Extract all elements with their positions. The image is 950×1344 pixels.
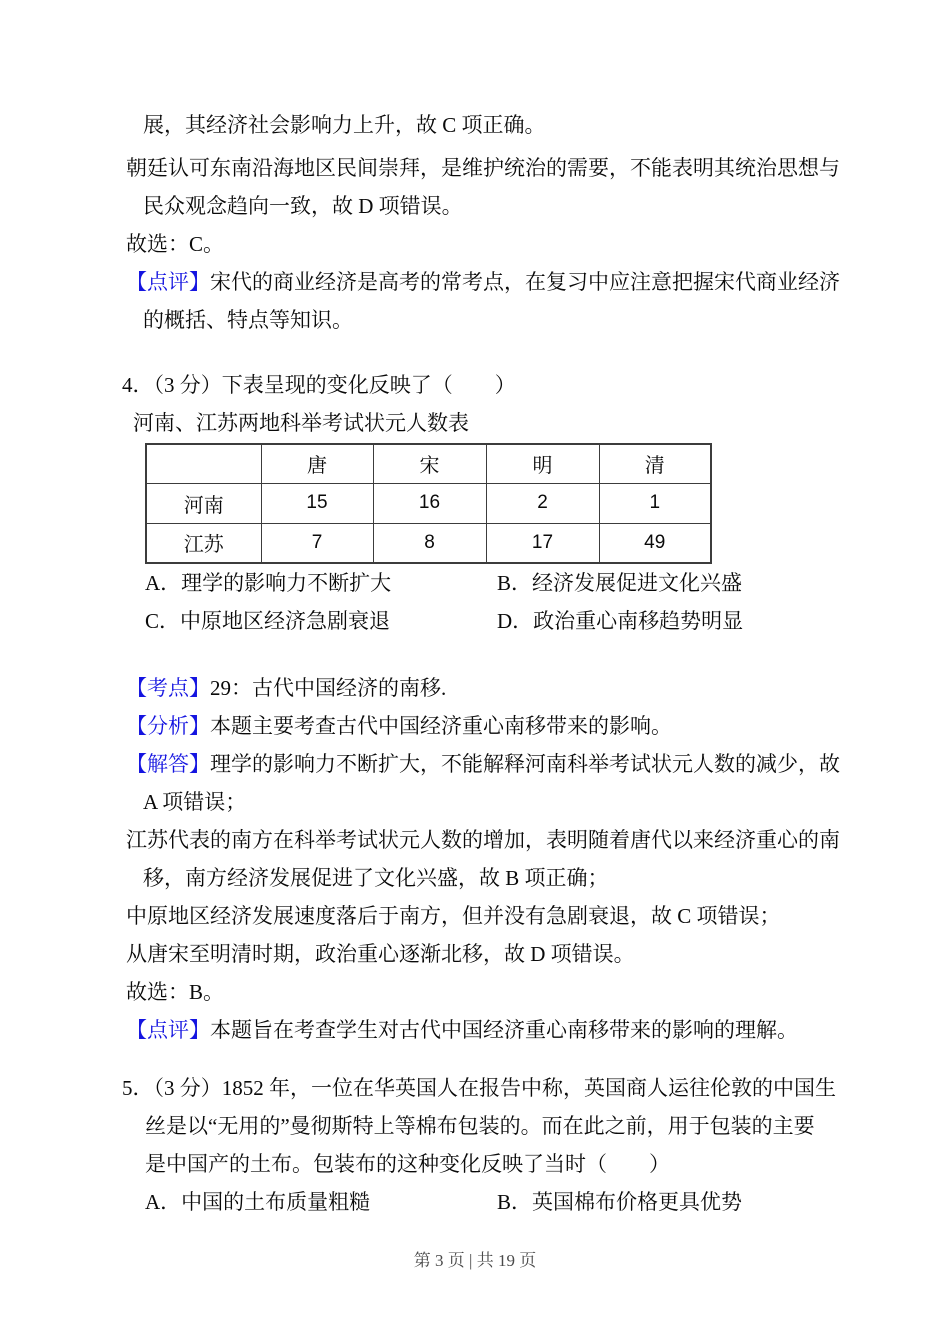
option-d-q4: D．政治重心南移趋势明显 xyxy=(497,609,744,633)
comment-text: 宋代的商业经济是高考的常考点，在复习中应注意把握宋代商业经济 xyxy=(210,270,840,294)
table-cell: 1 xyxy=(599,483,711,523)
jieda-line xyxy=(126,752,840,776)
table-header-cell: 宋 xyxy=(373,444,486,483)
dianping-label: 【点评】 xyxy=(126,1018,210,1042)
table-cell: 8 xyxy=(373,523,486,563)
option-b-q5: B．英国棉布价格更具优势 xyxy=(497,1190,743,1214)
kaodian-line xyxy=(126,676,446,700)
jieda-line: 中原地区经济发展速度落后于南方，但并没有急剧衰退，故 C 项错误； xyxy=(126,904,781,928)
table-header-cell: 清 xyxy=(599,444,711,483)
champions-table xyxy=(145,443,712,564)
table-header-cell: 明 xyxy=(486,444,599,483)
page-footer: 第 3 页 | 共 19 页 xyxy=(413,1251,537,1270)
dianping-line xyxy=(126,1018,798,1042)
kaodian-label: 【考点】 xyxy=(126,676,210,700)
question-4-stem: 4．（3 分）下表呈现的变化反映了（ ） xyxy=(122,373,516,397)
option-a-q5: A．中国的土布质量粗糙 xyxy=(145,1190,371,1214)
table-row xyxy=(146,483,711,523)
table-row xyxy=(146,523,711,563)
jieda-line: 江苏代表的南方在科举考试状元人数的增加，表明随着唐代以来经济重心的南 xyxy=(126,828,840,852)
answer-choice-line: 故选：C。 xyxy=(126,232,225,256)
option-a-q4: A．理学的影响力不断扩大 xyxy=(145,571,392,595)
question-5-stem: 丝是以“无用的”曼彻斯特上等棉布包装的。而在此之前，用于包装的主要 xyxy=(145,1114,815,1138)
jieda-label: 【解答】 xyxy=(126,752,210,776)
comment-label: 【点评】 xyxy=(126,270,210,294)
fenxi-label: 【分析】 xyxy=(126,714,210,738)
table-header-cell xyxy=(146,444,261,483)
option-b-q4: B．经济发展促进文化兴盛 xyxy=(497,571,743,595)
jieda-line: 移，南方经济发展促进了文化兴盛，故 B 项正确； xyxy=(143,866,609,890)
option-c-q4: C．中原地区经济急剧衰退 xyxy=(145,609,391,633)
kaodian-text: 29：古代中国经济的南移. xyxy=(210,676,447,700)
table-cell: 15 xyxy=(261,483,373,523)
fenxi-line xyxy=(126,714,672,738)
table-cell: 7 xyxy=(261,523,373,563)
table-cell: 49 xyxy=(599,523,711,563)
table-cell: 2 xyxy=(486,483,599,523)
jieda-line: A 项错误； xyxy=(143,790,247,814)
answer-line: 民众观念趋向一致，故 D 项错误。 xyxy=(143,194,463,218)
table-cell: 16 xyxy=(373,483,486,523)
table-row-label: 江苏 xyxy=(146,523,261,563)
table-header-row xyxy=(146,444,711,483)
dianping-text: 本题旨在考查学生对古代中国经济重心南移带来的影响的理解。 xyxy=(210,1018,798,1042)
comment-line xyxy=(126,270,840,294)
jieda-line: 从唐宋至明清时期，政治重心逐渐北移，故 D 项错误。 xyxy=(126,942,635,966)
table-title: 河南、江苏两地科举考试状元人数表 xyxy=(133,411,469,435)
table-cell: 17 xyxy=(486,523,599,563)
answer-line: 朝廷认可东南沿海地区民间崇拜，是维护统治的需要，不能表明其统治思想与 xyxy=(126,156,840,180)
table-row-label: 河南 xyxy=(146,483,261,523)
fenxi-text: 本题主要考查古代中国经济重心南移带来的影响。 xyxy=(210,714,672,738)
table-header-cell: 唐 xyxy=(261,444,373,483)
answer-continuation-line: 展，其经济社会影响力上升，故 C 项正确。 xyxy=(143,113,546,137)
answer-choice-line: 故选：B。 xyxy=(126,980,225,1004)
question-5-stem: 5．（3 分）1852 年，一位在华英国人在报告中称，英国商人运往伦敦的中国生 xyxy=(122,1076,836,1100)
jieda-text: 理学的影响力不断扩大，不能解释河南科举考试状元人数的减少，故 xyxy=(210,752,840,776)
question-5-stem: 是中国产的土布。包装布的这种变化反映了当时（ ） xyxy=(145,1152,670,1176)
comment-line: 的概括、特点等知识。 xyxy=(143,308,353,332)
